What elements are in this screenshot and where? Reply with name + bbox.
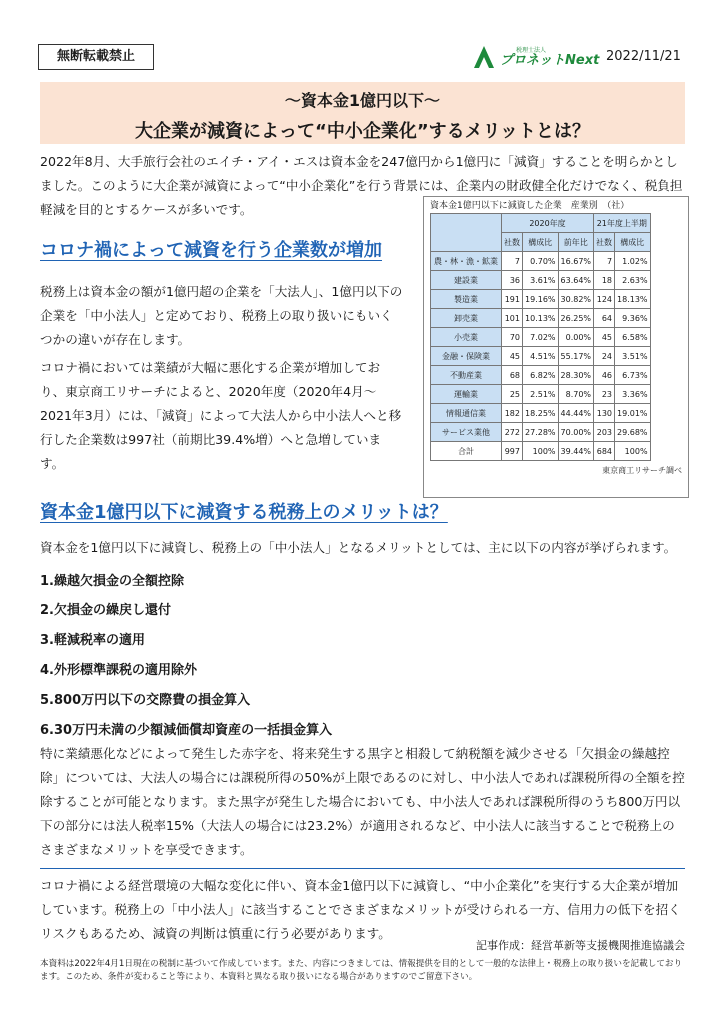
author-credit: 記事作成：経営革新等支援機関推進協議会 [476,939,685,952]
table-row [431,290,651,309]
cell: 26.25% [558,309,594,328]
cell: 55.17% [558,347,594,366]
cell: 684 [594,442,615,461]
cell: 29.68% [615,423,651,442]
no-reprint-stamp: 無断転載禁止 [38,44,154,70]
cell: 3.36% [615,385,651,404]
cell: 46 [594,366,615,385]
industry-table [423,196,689,498]
row-label: 小売業 [431,328,502,347]
cell: 6.73% [615,366,651,385]
row-label: 情報通信業 [431,404,502,423]
title-subheading: 〜資本金1億円以下〜 [284,91,441,110]
cell: 7.02% [523,328,559,347]
cell: 272 [502,423,523,442]
cell: 18.13% [615,290,651,309]
issue-date: 2022/11/21 [606,49,681,64]
section2-lead: 資本金を1億円以下に減資し、税務上の「中小法人」となるメリットとしては、主に以下の内容が挙げられます。 [40,540,677,555]
cell: 124 [594,290,615,309]
cell: 28.30% [558,366,594,385]
logo-subtitle: 税理士法人 [516,46,547,54]
table-group-2020: 2020年度 [502,214,594,233]
cell: 2.51% [523,385,559,404]
row-label: 農・林・漁・鉱業 [431,252,502,271]
section2-body: 特に業績悪化などによって発生した赤字を、将来発生する黒字と相殺して納税額を減少させる「欠損金の繰越控除」については、大法人の場合には課税所得の50%が上限であるのに対し、中小法人であれば課税所得の全額を控除することが可能となります。また黒字が発生した場合においても、中小法人であれば課税所得のうち800万円以下の部分には法人税率15%（大法人の場合には23.2%）が適用されるなど、中小法人に該当することで税務上のさまざまなメリットを享受できます。 [40,746,685,857]
cell: 100% [615,442,651,461]
row-label: 合計 [431,442,502,461]
row-label: 運輸業 [431,385,502,404]
cell: 7 [594,252,615,271]
cell: 9.36% [615,309,651,328]
cell: 182 [502,404,523,423]
cell: 191 [502,290,523,309]
table-row [431,252,651,271]
cell: 19.16% [523,290,559,309]
cell: 70 [502,328,523,347]
table-row-total [431,442,651,461]
table-col-header: 社数 [502,233,523,252]
section1-paragraph-2: コロナ禍においては業績が大幅に悪化する企業が増加しており、東京商工リサーチによると、2020年度（2020年4月〜2021年3月）には、「減資」によって大法人から中小法人へと移行した企業数は997社（前期比39.4%増）へと急増しています。 [40,360,402,471]
merit-item-3: 3.軽減税率の適用 [40,633,145,648]
cell: 25 [502,385,523,404]
cell: 7 [502,252,523,271]
table-row [431,366,651,385]
row-label: 不動産業 [431,366,502,385]
table-col-header: 構成比 [615,233,651,252]
table-title: 資本金1億円以下に減資した企業 産業別 （社） [430,201,630,211]
cell: 68 [502,366,523,385]
table-col-header: 社数 [594,233,615,252]
table-row [431,328,651,347]
cell: 10.13% [523,309,559,328]
logo-mark-icon [472,44,496,70]
row-label: 卸売業 [431,309,502,328]
merit-item-2: 2.欠損金の繰戻し還付 [40,603,171,618]
row-label: サービス業他 [431,423,502,442]
cell: 27.28% [523,423,559,442]
table-row [431,404,651,423]
cell: 45 [594,328,615,347]
table-row [431,309,651,328]
section1-paragraph-1: 税務上は資本金の額が1億円超の企業を「大法人」、1億円以下の企業を「中小法人」と定めており、税務上の取り扱いにもいくつかの違いが存在します。 [40,284,403,347]
row-label: 製造業 [431,290,502,309]
table-col-header: 前年比 [558,233,594,252]
company-logo [472,44,599,70]
cell: 64 [594,309,615,328]
row-label: 建設業 [431,271,502,290]
table-source: 東京商工リサーチ調べ [602,466,682,475]
cell: 0.70% [523,252,559,271]
cell: 100% [523,442,559,461]
cell: 101 [502,309,523,328]
table-row [431,347,651,366]
cell: 18 [594,271,615,290]
table-row [431,385,651,404]
cell: 130 [594,404,615,423]
cell: 45 [502,347,523,366]
divider [40,868,685,869]
merit-item-5: 5.800万円以下の交際費の損金算入 [40,693,251,708]
cell: 0.00% [558,328,594,347]
cell: 36 [502,271,523,290]
cell: 70.00% [558,423,594,442]
cell: 63.64% [558,271,594,290]
row-label: 金融・保険業 [431,347,502,366]
section2-heading: 資本金1億円以下に減資する税務上のメリットは？ [40,502,448,523]
page-title: 大企業が減資によって“中小企業化”するメリットとは？ [135,121,590,142]
table-corner [431,214,502,252]
intro-paragraph: 2022年8月、大手旅行会社のエイチ・アイ・エスは資本金を247億円から1億円に「減資」することを明らかとしました。このように大企業が減資によって“中小企業化”を行う背景には、企業内の財政健全化だけでなく、税負担軽減を目的とするケースが多いです。 [40,154,683,217]
cell: 44.44% [558,404,594,423]
merit-item-4: 4.外形標準課税の適用除外 [40,663,197,678]
table-col-header: 構成比 [523,233,559,252]
merit-item-1: 1.繰越欠損金の全額控除 [40,574,184,589]
cell: 6.82% [523,366,559,385]
cell: 18.25% [523,404,559,423]
cell: 8.70% [558,385,594,404]
footnote: 本資料は2022年4月1日現在の税制に基づいて作成しています。また、内容につきましては、情報提供を目的として一般的な法律上・税務上の取り扱いを記載しております。このため、条件が変わること等により、本資料と異なる取り扱いになる場合がありますのでご留意下さい。 [40,959,683,982]
cell: 2.63% [615,271,651,290]
cell: 16.67% [558,252,594,271]
data-table [430,213,651,461]
table-row [431,271,651,290]
cell: 3.61% [523,271,559,290]
cell: 997 [502,442,523,461]
cell: 203 [594,423,615,442]
title-box [40,82,685,144]
logo-name: プロネットNext [500,52,600,68]
merit-item-6: 6.30万円未満の少額減価償却資産の一括損金算入 [40,723,333,738]
cell: 6.58% [615,328,651,347]
section1-heading: コロナ禍によって減資を行う企業数が増加 [40,240,382,261]
cell: 3.51% [615,347,651,366]
table-row [431,423,651,442]
cell: 4.51% [523,347,559,366]
summary-paragraph: コロナ禍による経営環境の大幅な変化に伴い、資本金1億円以下に減資し、“中小企業化”を実行する大企業が増加しています。税務上の「中小法人」に該当することでさまざまなメリットが受けられる一方、信用力の低下を招くリスクもあるため、減資の判断は慎重に行う必要があります。 [40,878,681,941]
cell: 30.82% [558,290,594,309]
cell: 19.01% [615,404,651,423]
cell: 39.44% [558,442,594,461]
table-group-2021h1: 21年度上半期 [594,214,651,233]
cell: 23 [594,385,615,404]
cell: 1.02% [615,252,651,271]
cell: 24 [594,347,615,366]
